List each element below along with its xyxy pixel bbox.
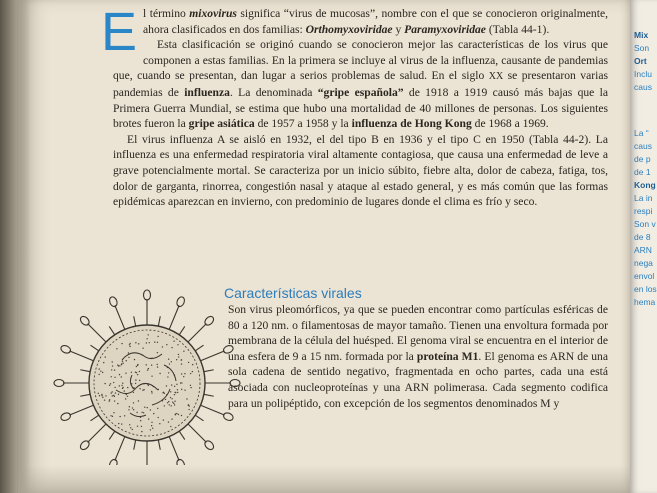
margin-fragment: respi [634,206,653,216]
next-page-margin [630,0,657,493]
margin-fragment: de p [634,154,651,164]
text-span: y [392,22,405,36]
term-influenza-hong-kong: influenza de Hong Kong [351,117,472,131]
margin-fragment: caus [634,141,652,151]
margin-fragment: La “ [634,128,649,138]
family-orthomyxoviridae: Orthomyxoviridae [305,22,393,36]
text-span: l término [143,7,190,20]
drop-cap-letter: E [101,2,138,62]
term-proteina-m1: proteína M1 [416,349,479,363]
margin-fragment: de 1 [634,167,651,177]
text-span: de 1968 a 1969. [471,117,549,131]
virus-illustration [52,265,242,465]
virus-drawing [52,265,242,465]
term-gripe-asiatica: gripe asiática [188,117,255,131]
text-span: . El genoma es ARN de una sola cadena de sentido negativo, fragmentada en ocho partes, cada una está asociada con nucleoproteínas y una ARN polimerasa. Cada segmento codifica para un polipéptido, con excepción de los segmentos denominados M y [228,349,608,410]
intro-paragraph-2 [113,37,608,132]
margin-fragment: Mix [634,30,649,40]
section-body [228,302,608,411]
term-mixovirus: mixovirus [189,7,237,20]
term-gripe-espanola: “gripe española” [317,85,404,99]
margin-fragment: La in [634,193,653,203]
text-span: de 1918 a 1919 causó más bajas que la Primera Guerra Mundial, se estima que hubo una mortalidad de 40 millones de personas. Los siguientes brotes fueron la [113,85,609,131]
margin-fragment: Son v [634,219,656,229]
margin-fragment: nega [634,258,653,268]
book-spine-shadow [0,0,30,493]
century-numeral: XX [488,71,504,83]
text-span: Son virus pleomórficos, ya que se pueden encontrar como partículas esféricas de 80 a 120 nm. o filamentosas de mayor tamaño. Tienen una envoltura formada por membrana de la célula del huésped. El genoma viral se encuentra en el interior de una esfera de 9 a 15 nm. formada por la [228,303,608,363]
term-influenza: influenza [184,85,230,99]
margin-fragment: caus [634,82,652,92]
text-span: de 1957 a 1958 y la [254,117,352,131]
margin-fragment: Kong [634,180,656,190]
family-paramyxoviridae: Paramyxoviridae [404,22,486,36]
margin-fragment: ARN [634,245,652,255]
margin-fragment: Ort [634,56,647,66]
margin-fragment: Inclu [634,69,652,79]
margin-fragment: Son [634,43,650,53]
margin-fragment: en los [634,284,657,294]
text-span: se presentaron varias pandemias de [113,69,608,99]
text-span: . La denominada [229,85,318,99]
section-heading: Características virales [224,285,362,301]
text-span: (Tabla 44-1). [485,22,550,36]
text-span: Esta clasificación se originó cuando se conocieron mejor las características de los virus que componen a estas familias. En la primera se incluye al virus de la influenza, causante de pandemias que, cuando se presentan, dan lugar a serios problemas de salud. En el siglo [113,38,608,83]
intro-paragraph-3: El virus influenza A se aisló en 1932, el del tipo B en 1936 y el tipo C en 1950 (Tabla 44-2). La influenza es una enfermedad respiratoria viral altamente contagiosa, que causa una enfermedad de leve a grave potencialmente mortal. Se caracteriza por un inicio súbito, fiebre alta, dolor de cabeza, fatiga, tos, dolor de garganta, rinorrea, congestión nasal y ataque al estado general, y es más común que las formas epidémicas aparezcan en invierno, con predominio de lugares donde el clima es frío y seco. [113,132,608,209]
text-span: significa “virus de mucosas”, nombre con el que se conocieron originalmente, ahora clasificados en dos familias: [143,7,608,36]
margin-fragment: hema [634,297,656,307]
intro-text-block [101,2,609,210]
margin-fragment: envol [634,271,655,281]
margin-fragment: de 8 [634,232,651,242]
page-bottom-shadow [18,465,630,493]
